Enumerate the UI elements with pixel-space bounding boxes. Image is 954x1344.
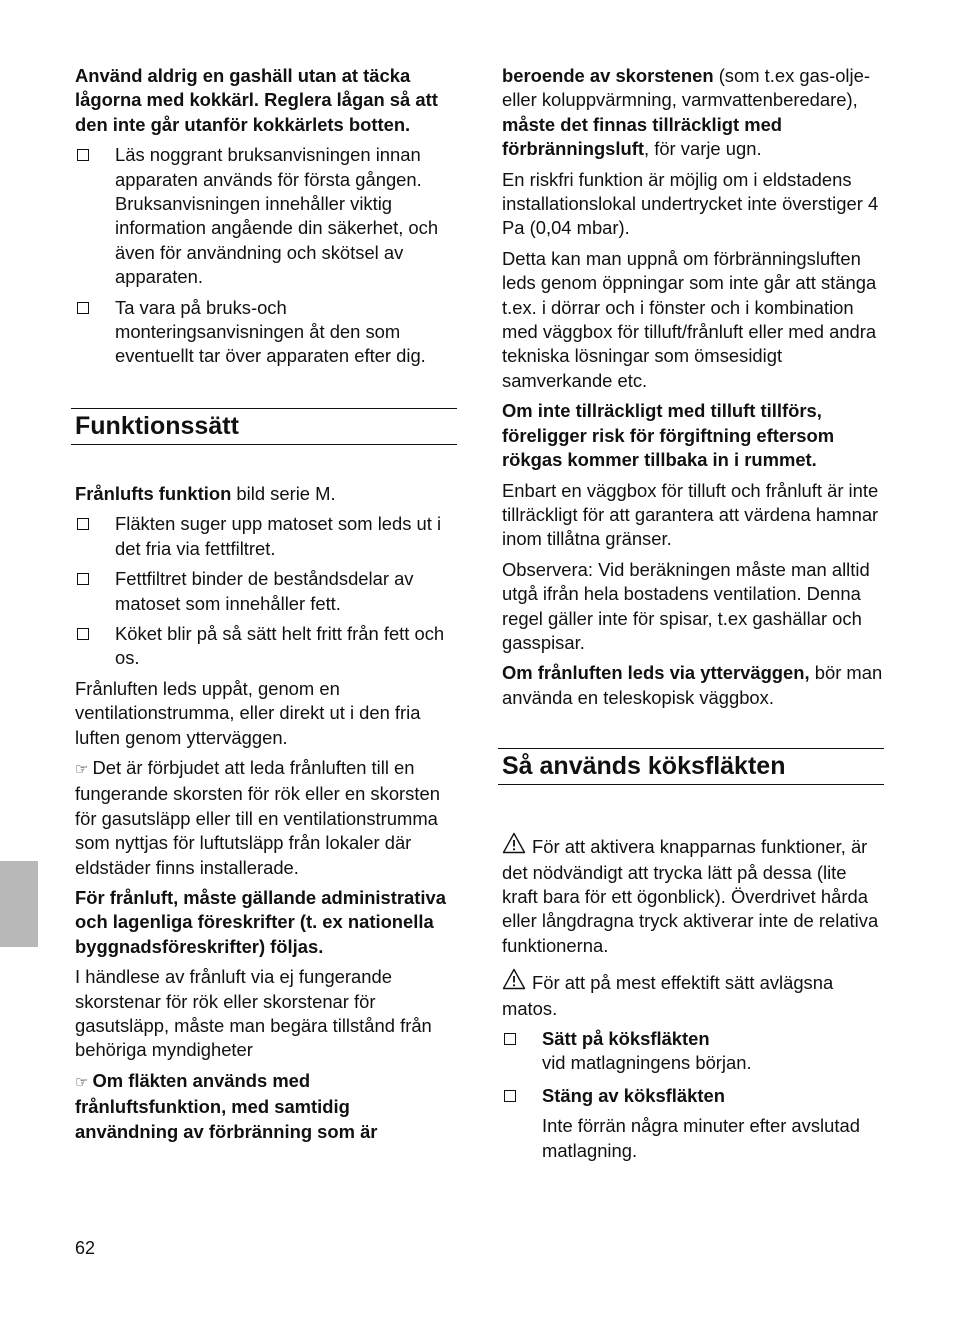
list-item: Ta vara på bruks-och monteringsanvisningen åt den som eventuellt tar över apparaten efter dig. — [75, 296, 457, 369]
list-item: Sätt på köksfläkten vid matlagningens början. — [502, 1027, 884, 1076]
checkbox-icon — [77, 302, 89, 314]
list-item: Fettfiltret binder de beståndsdelar av matoset som innehåller fett. — [75, 567, 457, 616]
forbidden-note: ☞ Det är förbjudet att leda frånluften till en fungerande skorsten för rök eller en skorsten för gasutsläpp eller till en ventilationstrumma som nyttjas för luftutsläpp från lokaler där eldstäder finns installerade. — [75, 756, 440, 878]
page-number: 62 — [75, 1238, 96, 1258]
checkbox-icon — [77, 628, 89, 640]
section-heading-funktionssatt: Funktionssätt — [71, 408, 457, 445]
right-column — [502, 64, 884, 1169]
riskfree-paragraph: En riskfri funktion är möjlig om i eldstadens installationslokal undertrycket inte överstiger 4 Pa (0,04 mbar). — [502, 168, 879, 239]
checkbox-icon — [77, 149, 89, 161]
efficiency-warning: För att på mest effektift sätt avlägsna matos. — [502, 968, 884, 1021]
regulations-warning: För frånluft, måste gällande administrativa och lagenliga föreskrifter (t. ex nationella byggnadsföreskrifter) följas. — [75, 886, 446, 957]
exhaust-paragraph: Frånluften leds uppåt, genom en ventilationstrumma, eller direkt ut i den fria luften genom ytterväggen. — [75, 677, 421, 748]
button-press-warning: För att aktivera knapparnas funktioner, är det nödvändigt att trycka lätt på dessa (lite kraft bara för ett ögonblick). Överdrivet hårda eller långdragna tryck aktiverar inte de relativa funktionerna. — [502, 832, 884, 958]
list-item: Läs noggrant bruksanvisningen innan apparaten används för första gången. Bruksanvisningen innehåller viktig information angående din säkerhet, och även för användning och skötsel av apparaten. — [75, 143, 457, 289]
combustion-note: ☞ Om fläkten används med frånluftsfunktion, med samtidig användning av förbränning som är — [75, 1069, 378, 1142]
list-item: Köket blir på så sätt helt fritt från fett och os. — [75, 622, 457, 671]
checkbox-icon — [77, 518, 89, 530]
pointing-hand-icon: ☞ — [75, 1073, 89, 1091]
list-item: Stäng av köksfläkten Inte förrän några minuter efter avslutad matlagning. — [502, 1084, 884, 1163]
observe-paragraph: Observera: Vid beräkningen måste man alltid utgå ifrån hela bostadens ventilation. Denna regel gäller inte för spisar, t.ex gashällar och gasspisar. — [502, 558, 870, 653]
permit-paragraph: I händlese av frånluft via ej fungerande skorstenar för rök eller skorstenar för gasutsläpp, måste man begära tillstånd från behöriga myndigheter — [75, 966, 432, 1061]
checkbox-icon — [504, 1033, 516, 1045]
usage-steps — [502, 1027, 884, 1163]
checkbox-icon — [504, 1090, 516, 1102]
section-heading-sa-anvands: Så används köksfläkten — [498, 748, 884, 785]
chimney-paragraph: beroende av skorstenen (som t.ex gas-olje-eller koluppvärmning, varmvattenberedare), måste det finnas tillräckligt med förbränningsluft, för varje ugn. — [502, 65, 870, 160]
mode-label: Frånlufts funktion bild serie M. — [75, 482, 336, 504]
poison-warning: Om inte tillräckligt med tilluft tillförs, föreligger risk för förgiftning eftersom rökgas kommer tillbaka in i rummet. — [502, 400, 835, 471]
left-column — [75, 64, 457, 1150]
mode-list — [75, 512, 457, 670]
gas-hob-warning: Använd aldrig en gashäll utan at täcka lågorna med kokkärl. Reglera lågan så att den inte går utanför kokkärlets botten. — [75, 65, 438, 135]
wallbox-paragraph: Enbart en väggbox för tilluft och frånluft är inte tillräckligt för att garantera att värdena hamnar inom tillåtna gränser. — [502, 479, 879, 550]
checkbox-icon — [77, 573, 89, 585]
outer-wall-paragraph: Om frånluften leds via ytterväggen, bör man använda en teleskopisk väggbox. — [502, 662, 883, 708]
warning-triangle-icon — [502, 832, 526, 860]
warning-triangle-icon — [502, 968, 526, 996]
chapter-tab — [0, 861, 38, 947]
pointing-hand-icon: ☞ — [75, 760, 89, 778]
list-item: Fläkten suger upp matoset som leds ut i det fria via fettfiltret. — [75, 512, 457, 561]
achieve-paragraph: Detta kan man uppnå om förbränningsluften leds genom öppningar som inte går att stänga t.ex. i dörrar och i fönster och i kombination med väggbox för tilluft/frånluft eller med andra tekniska lösningar som ömsesidigt samverkande etc. — [502, 247, 877, 391]
intro-list — [75, 143, 457, 369]
